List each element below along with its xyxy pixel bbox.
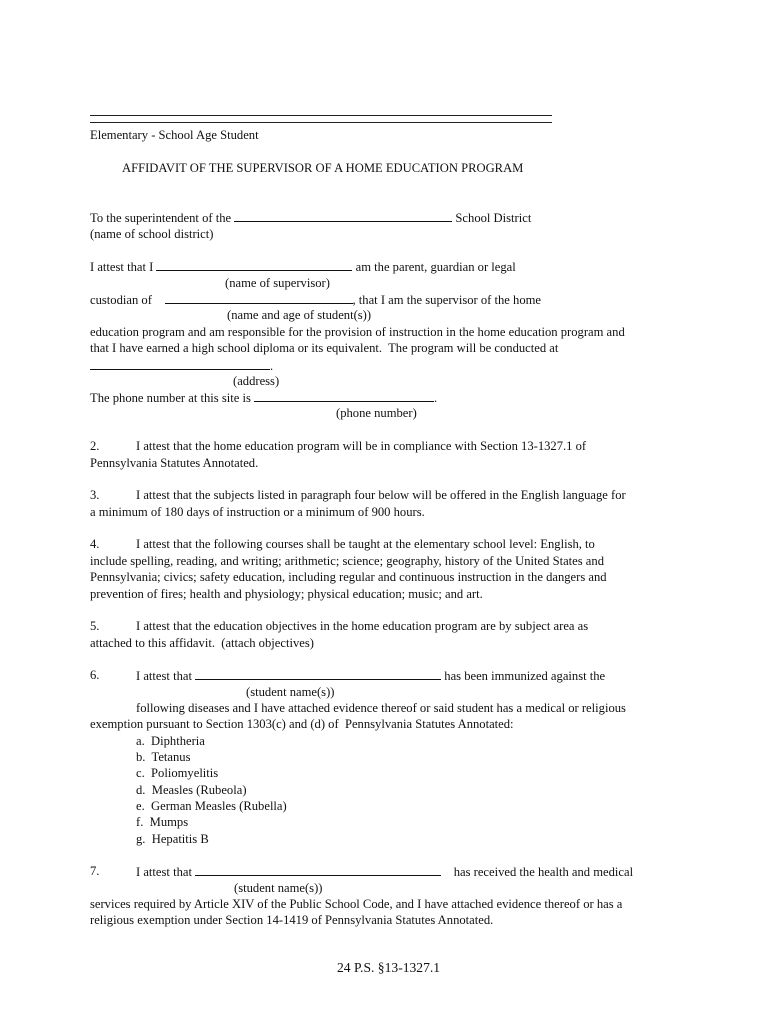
- phone-dot: .: [434, 391, 438, 405]
- double-rule-divider: [90, 115, 552, 123]
- superintendent-line: [90, 209, 531, 226]
- statute-citation-footer: 24 P.S. §13-1327.1: [337, 960, 441, 975]
- item-4-line-2: include spelling, reading, and writing; arithmetic; science; geography, history of the United States and: [90, 554, 604, 568]
- item-7-number: 7.: [90, 864, 100, 878]
- phone-line: [90, 389, 437, 406]
- item-4-line-1: I attest that the following courses shall be taught at the elementary school level: English, to: [136, 537, 595, 551]
- superintendent-prefix: To the superintendent of the: [90, 211, 232, 225]
- item-4-line-4: prevention of fires; health and physiology; physical education; music; and art.: [90, 587, 483, 601]
- item-7-prefix: I attest that: [136, 865, 192, 879]
- item-7-student-names-blank[interactable]: [195, 863, 441, 876]
- address-dot: .: [270, 359, 274, 373]
- item-7-student-names-hint: (student name(s)): [234, 881, 323, 895]
- item-6-student-names-hint: (student name(s)): [246, 685, 335, 699]
- disease-list-item: b. Tetanus: [136, 750, 191, 764]
- item-7-suffix: has received the health and medical: [453, 865, 634, 879]
- item-3-line-2: a minimum of 180 days of instruction or a minimum of 900 hours.: [90, 505, 425, 519]
- item-3-line-1: I attest that the subjects listed in paragraph four below will be offered in the English language for: [136, 488, 626, 502]
- program-line-1: education program and am responsible for the provision of instruction in the home education program and: [90, 325, 625, 339]
- item-5-line-2: attached to this affidavit. (attach objectives): [90, 636, 314, 650]
- phone-prefix: The phone number at this site is: [90, 391, 251, 405]
- supervisor-name-blank[interactable]: [156, 258, 352, 271]
- item-6-prefix: I attest that: [136, 669, 192, 683]
- item-5-line-1: I attest that the education objectives in the home education program are by subject area as: [136, 619, 589, 633]
- custodian-line: [90, 291, 541, 308]
- phone-number-blank[interactable]: [254, 389, 434, 402]
- address-line: [90, 357, 273, 374]
- item-6-student-names-blank[interactable]: [195, 667, 441, 680]
- student-name-age-hint: (name and age of student(s)): [227, 308, 372, 322]
- custodian-suffix: , that I am the supervisor of the home: [352, 293, 542, 307]
- document-title: AFFIDAVIT OF THE SUPERVISOR OF A HOME EDUCATION PROGRAM: [122, 161, 524, 175]
- item-7-line-2: services required by Article XIV of the Public School Code, and I have attached evidence thereof or has a: [90, 897, 623, 911]
- item-7-line-3: religious exemption under Section 14-1419 of Pennsylvania Statutes Annotated.: [90, 913, 494, 927]
- item-4-line-3: Pennsylvania; civics; safety education, including regular and continuous instruction in the dangers and: [90, 570, 607, 584]
- address-blank[interactable]: [90, 357, 270, 370]
- item-7-attest-line: [136, 863, 633, 880]
- disease-list-item: d. Measles (Rubeola): [136, 783, 247, 797]
- item-5-number: 5.: [90, 619, 100, 633]
- disease-list-item: g. Hepatitis B: [136, 832, 209, 846]
- item-2-line-1: I attest that the home education program will be in compliance with Section 13-1327.1 of: [136, 439, 587, 453]
- address-hint: (address): [233, 374, 280, 388]
- item-2-number: 2.: [90, 439, 100, 453]
- attest-supervisor-line: [90, 258, 516, 275]
- item-4-number: 4.: [90, 537, 100, 551]
- student-type-label: Elementary - School Age Student: [90, 128, 259, 142]
- disease-list-item: e. German Measles (Rubella): [136, 799, 287, 813]
- item-6-line-3: exemption pursuant to Section 1303(c) and (d) of Pennsylvania Statutes Annotated:: [90, 717, 514, 731]
- student-name-age-blank[interactable]: [165, 291, 353, 304]
- attest-prefix: I attest that I: [90, 260, 154, 274]
- disease-list-item: c. Poliomyelitis: [136, 766, 219, 780]
- disease-list-item: a. Diphtheria: [136, 734, 205, 748]
- item-6-attest-line: [136, 667, 605, 684]
- item-6-suffix: has been immunized against the: [444, 669, 606, 683]
- superintendent-suffix: School District: [455, 211, 532, 225]
- phone-number-hint: (phone number): [336, 406, 417, 420]
- school-district-hint: (name of school district): [90, 227, 214, 241]
- item-3-number: 3.: [90, 488, 100, 502]
- program-line-2: that I have earned a high school diploma or its equivalent. The program will be conducted at: [90, 341, 559, 355]
- item-6-number: 6.: [90, 668, 100, 682]
- attest-suffix: am the parent, guardian or legal: [355, 260, 516, 274]
- custodian-prefix: custodian of: [90, 293, 152, 307]
- supervisor-hint: (name of supervisor): [225, 276, 330, 290]
- disease-list-item: f. Mumps: [136, 815, 189, 829]
- item-6-line-2: following diseases and I have attached evidence thereof or said student has a medical or religious: [136, 701, 626, 715]
- school-district-blank[interactable]: [234, 209, 452, 222]
- item-2-line-2: Pennsylvania Statutes Annotated.: [90, 456, 259, 470]
